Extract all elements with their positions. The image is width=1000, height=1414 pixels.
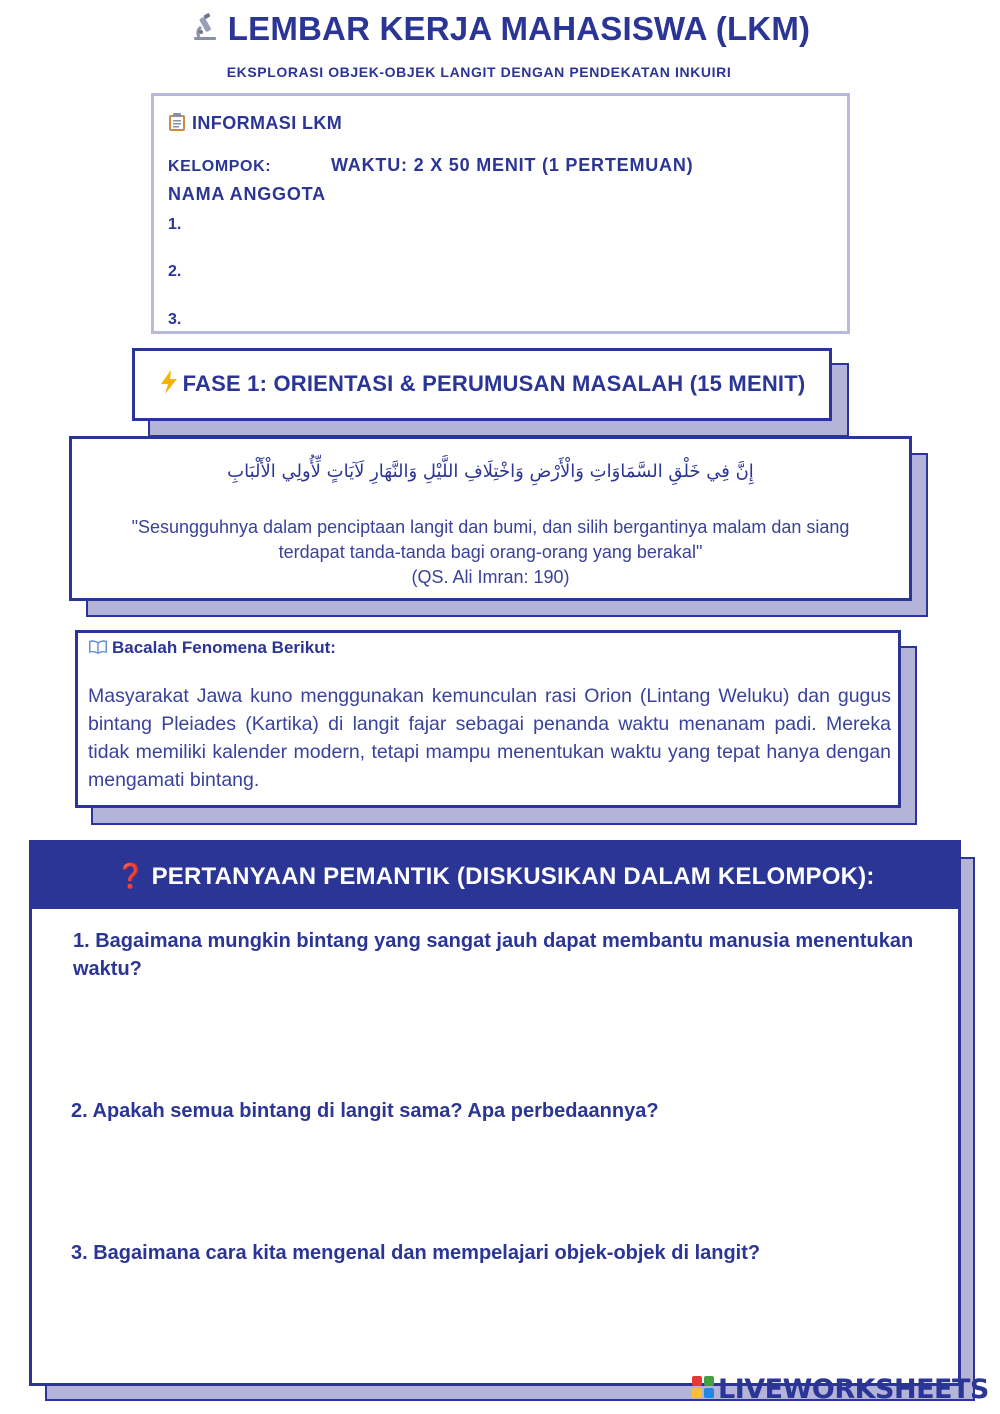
- page-subtitle: EKSPLORASI OBJEK-OBJEK LANGIT DENGAN PENDEKATAN INKUIRI: [226, 64, 732, 80]
- question-2: 2. Apakah semua bintang di langit sama? Apa perbedaannya?: [71, 1100, 659, 1122]
- fase-title: FASE 1: ORIENTASI & PERUMUSAN MASALAH (15 MENIT): [159, 370, 806, 400]
- liveworksheets-logo-icon: [692, 1376, 714, 1403]
- verse-source: (QS. Ali Imran: 190): [411, 567, 570, 587]
- watermark-text: LIVEWORKSHEETS: [718, 1374, 989, 1405]
- question-1: 1. Bagaimana mungkin bintang yang sangat jauh dapat membantu manusia menentukan waktu?: [73, 930, 914, 980]
- lightning-icon: [159, 370, 179, 400]
- clipboard-icon: [168, 112, 186, 137]
- info-heading: INFORMASI LKM: [168, 112, 342, 137]
- info-box: [151, 93, 850, 334]
- fenomena-text: Masyarakat Jawa kuno menggunakan kemunculan rasi Orion (Lintang Weluku) dan gugus bintang Pleiades (Kartika) di langit fajar sebagai penanda waktu menanam padi. Mereka tidak memiliki kalender modern, tetapi mampu menentukan waktu yang tepat hanya dengan mengamati bintang.: [88, 685, 891, 791]
- fenomena-box: [75, 630, 901, 808]
- waktu-label: WAKTU: 2 X 50 MENIT (1 PERTEMUAN): [331, 155, 694, 175]
- question-mark-icon: ❓: [115, 862, 146, 890]
- member-number: 3.: [168, 311, 182, 328]
- quote-box: [69, 436, 912, 601]
- arabic-verse: إِنَّ فِي خَلْقِ السَّمَاوَاتِ وَالْأَرْضِ وَاخْتِلَافِ اللَّيْلِ وَالنَّهَارِ لَآيَاتٍ لِّأُولِي الْأَلْبَابِ: [227, 461, 754, 482]
- pertanyaan-box: [29, 840, 961, 1386]
- nama-anggota-label: NAMA ANGGOTA: [168, 184, 326, 204]
- page-title: LEMBAR KERJA MAHASISWA (LKM): [0, 10, 1000, 50]
- microscope-icon: [190, 12, 220, 50]
- verse-translation: [102, 515, 879, 590]
- pertanyaan-title: ❓ PERTANYAAN PEMANTIK (DISKUSIKAN DALAM KELOMPOK):: [115, 862, 875, 890]
- translation-text: "Sesungguhnya dalam penciptaan langit dan bumi, dan silih bergantinya malam dan siang terdapat tanda-tanda bagi orang-orang yang berakal": [131, 517, 850, 562]
- open-book-icon: [88, 639, 108, 660]
- member-number: 2.: [168, 263, 182, 280]
- pertanyaan-header: [32, 843, 958, 909]
- member-number: 1.: [168, 216, 182, 233]
- liveworksheets-watermark: [692, 1374, 989, 1405]
- kelompok-label: KELOMPOK:: [168, 158, 272, 175]
- fase-banner: [132, 348, 832, 421]
- question-3: 3. Bagaimana cara kita mengenal dan mempelajari objek-objek di langit?: [71, 1242, 761, 1264]
- fenomena-heading: Bacalah Fenomena Berikut:: [88, 638, 336, 660]
